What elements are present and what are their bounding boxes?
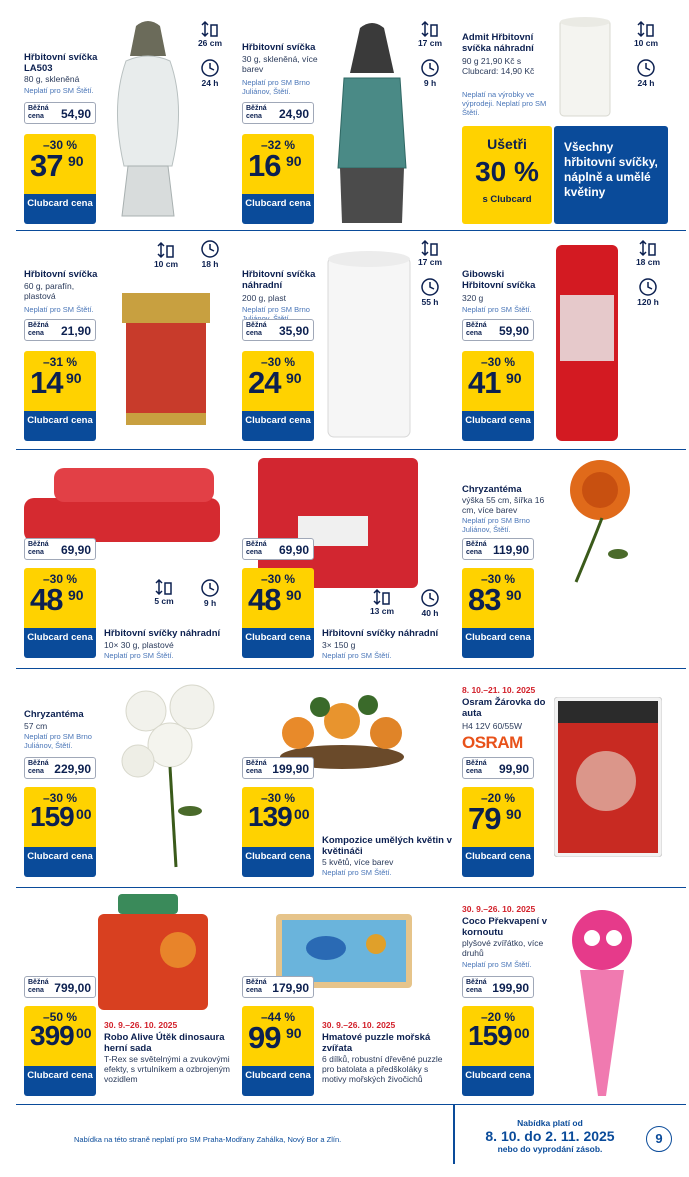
product-card[interactable] [242, 229, 460, 447]
regular-price: 179,90 [272, 981, 309, 995]
product-title: Hřbitovní svíčky náhradní [322, 628, 439, 639]
price-tag [242, 351, 314, 411]
clubcard-price-cents: 90 [286, 587, 302, 603]
price-tag [462, 1006, 534, 1066]
height-icon [196, 20, 224, 48]
clubcard-price-cents: 00 [514, 1025, 530, 1041]
regular-price-box [242, 538, 314, 560]
product-title: Admit Hřbitovní svíčka náhradní [462, 32, 534, 54]
product-card[interactable] [462, 10, 686, 228]
dinosaur-playset-image [78, 890, 218, 1014]
regular-price-box [462, 538, 534, 560]
save-value: 30 % [475, 156, 539, 187]
clubcard-price-cents: 90 [68, 153, 84, 169]
product-desc: 90 g 21,90 Kč s Clubcard: 14,90 Kč [462, 56, 535, 76]
clubcard-label: Clubcard cena [24, 847, 96, 877]
regular-price-box [242, 976, 314, 998]
burn-time-value: 24 h [637, 78, 655, 88]
product-note: Neplatí pro SM Štětí. [462, 305, 532, 314]
discount-badge: –30 % [42, 138, 78, 152]
height-value: 5 cm [154, 596, 174, 606]
promo-text: Všechny hřbitovní svíčky, náplně a umělé květiny [554, 126, 668, 224]
product-desc: 57 cm [24, 721, 48, 731]
price-tag [462, 351, 534, 411]
burn-time-icon [416, 277, 444, 307]
burn-time-value: 9 h [423, 78, 437, 88]
product-card[interactable] [24, 669, 242, 887]
clubcard-label: Clubcard cena [462, 411, 534, 441]
regular-price: 199,90 [272, 762, 309, 776]
validity-label: Nabídka platí od [517, 1118, 583, 1128]
height-value: 26 cm [197, 38, 223, 48]
product-desc: 3× 150 g [322, 640, 356, 650]
price-tag [462, 787, 534, 847]
product-card[interactable] [242, 888, 460, 1106]
product-desc: 5 květů, více barev [322, 857, 394, 867]
save-label: Ušetři [487, 136, 527, 152]
burn-time-value: 40 h [421, 608, 439, 618]
product-card[interactable] [24, 229, 242, 447]
regular-price: 69,90 [60, 543, 91, 557]
regular-price: 24,90 [278, 107, 309, 121]
height-icon [632, 20, 660, 48]
product-card[interactable] [242, 10, 460, 228]
regular-price-label: Běžná cena [28, 322, 49, 337]
product-title: Hřbitovní svíčka [24, 269, 98, 280]
white-candle-refill-image [324, 243, 414, 443]
product-desc: 320 g [462, 293, 484, 303]
height-icon [416, 20, 444, 48]
product-card[interactable] [462, 888, 680, 1106]
product-title: Hřbitovní svíčka [242, 42, 316, 53]
clubcard-price-cents: 00 [294, 806, 310, 822]
clubcard-label: Clubcard cena [24, 1066, 96, 1096]
clubcard-price: 24 [248, 365, 281, 400]
height-icon [416, 239, 444, 267]
validity-dates: 8. 10.–21. 10. 2025 [462, 685, 536, 695]
height-value: 13 cm [369, 606, 395, 616]
height-value: 10 cm [153, 259, 179, 269]
red-candle-refills-image [24, 458, 220, 544]
red-tall-candle-image [550, 237, 624, 443]
clubcard-price: 79 [468, 801, 501, 836]
clubcard-label: Clubcard cena [24, 411, 96, 441]
clubcard-price: 48 [30, 582, 63, 617]
red-candle-image [118, 283, 214, 433]
price-tag [24, 351, 96, 411]
price-tag [242, 134, 314, 194]
discount-badge: –32 % [260, 138, 296, 152]
product-card[interactable] [24, 888, 242, 1106]
discount-badge: –30 % [42, 791, 78, 805]
clubcard-price: 99 [248, 1020, 281, 1055]
regular-price-box [242, 757, 314, 779]
product-desc: 80 g, skleněná [24, 74, 80, 84]
clubcard-label: Clubcard cena [24, 194, 96, 224]
clubcard-price-cents: 90 [506, 370, 522, 386]
price-tag [24, 568, 96, 628]
regular-price-box [24, 319, 96, 341]
orange-chrysanthemum-image [562, 454, 642, 584]
regular-price-label: Běžná cena [246, 322, 267, 337]
product-desc: 30 g, skleněná, více barev [242, 54, 318, 74]
plush-toy-cone-image [562, 900, 642, 1100]
clubcard-price: 14 [30, 365, 63, 400]
product-note: Neplatí pro SM Brno Juliánov, Štětí. [24, 732, 92, 750]
clubcard-price-cents: 90 [286, 153, 302, 169]
regular-price-label: Běžná cena [246, 760, 267, 775]
product-title: Hřbitovní svíčky náhradní [104, 628, 221, 639]
clubcard-label: Clubcard cena [24, 628, 96, 658]
price-tag [24, 787, 96, 847]
product-title: Kompozice umělých květin v květináči [322, 835, 452, 857]
product-note: Neplatí pro SM Štětí. [462, 960, 532, 969]
product-note: Neplatí na výrobky ve výprodeji. Neplatí pro SM Štětí. [462, 90, 547, 117]
clubcard-label: Clubcard cena [462, 847, 534, 877]
product-desc: 6 dílků, robustní dřevěné puzzle pro batolata a předškoláky s motivy mořských živočichů [322, 1054, 443, 1084]
regular-price-box [24, 538, 96, 560]
clubcard-label: Clubcard cena [462, 1066, 534, 1096]
product-title: Chryzantéma [24, 709, 84, 720]
clubcard-price-cents: 00 [76, 806, 92, 822]
discount-badge: –30 % [480, 355, 516, 369]
regular-price-box [24, 757, 96, 779]
regular-price-box [242, 102, 314, 124]
regular-price: 119,90 [492, 543, 529, 557]
price-tag [242, 1006, 314, 1066]
discount-badge: –30 % [260, 791, 296, 805]
height-value: 18 cm [635, 257, 661, 267]
product-card[interactable] [24, 450, 242, 668]
product-card[interactable] [462, 669, 680, 887]
product-desc: plyšové zvířátko, více druhů [462, 938, 544, 958]
product-title: Osram Žárovka do auta [462, 697, 546, 719]
clubcard-price-cents: 90 [286, 370, 302, 386]
product-desc: výška 55 cm, šířka 16 cm, více barev [462, 495, 545, 515]
flower-arrangement-image [258, 677, 426, 769]
product-note: Neplatí pro SM Štětí. [322, 868, 392, 877]
regular-price: 59,90 [498, 324, 529, 338]
burn-time-value: 120 h [637, 297, 659, 307]
brand-logo: OSRAM [462, 733, 523, 752]
clubcard-price: 16 [248, 148, 281, 183]
clubcard-price-cents: 00 [76, 1025, 92, 1041]
regular-price-label: Běžná cena [246, 979, 267, 994]
product-title: Robo Alive Útěk dinosaura herní sada [104, 1032, 225, 1054]
save-badge [462, 126, 552, 224]
product-card[interactable] [242, 669, 460, 887]
burn-time-icon [416, 588, 444, 618]
clubcard-label: Clubcard cena [242, 628, 314, 658]
validity-dates: 30. 9.–26. 10. 2025 [104, 1020, 178, 1030]
regular-price: 54,90 [60, 107, 91, 121]
product-title: Gibowski Hřbitovní svíčka [462, 269, 536, 291]
footer-disclaimer: Nabídka na této straně neplatí pro SM Praha-Modřany Zahálka, Nový Bor a Zlín. [74, 1135, 342, 1144]
product-card[interactable] [462, 229, 680, 447]
discount-badge: –50 % [42, 1010, 78, 1024]
product-desc: 60 g, parafín, plastová [24, 281, 75, 301]
clubcard-price: 41 [468, 365, 501, 400]
price-tag [24, 1006, 96, 1066]
burn-time-icon [634, 277, 662, 307]
clubcard-label: Clubcard cena [462, 628, 534, 658]
candle-refill-image [556, 14, 614, 120]
clubcard-price: 399 [30, 1020, 74, 1051]
clubcard-price: 139 [248, 801, 292, 832]
product-note: Neplatí pro SM Brno Juliánov, Štětí. [462, 516, 530, 534]
product-desc: H4 12V 60/55W [462, 721, 523, 731]
product-title: Hřbitovní svíčka náhradní [242, 269, 316, 291]
product-desc: T-Rex se světelnými a zvukovými efekty, s vrtulníkem a ozbrojeným vozidlem [104, 1054, 230, 1084]
product-note: Neplatí pro SM Štětí. [322, 651, 392, 660]
regular-price-label: Běžná cena [466, 322, 487, 337]
regular-price-label: Běžná cena [28, 105, 49, 120]
burn-time-icon [196, 58, 224, 88]
price-tag [242, 568, 314, 628]
product-desc: 200 g, plast [242, 293, 286, 303]
height-icon [634, 239, 662, 267]
burn-time-value: 55 h [421, 297, 439, 307]
regular-price-box [242, 319, 314, 341]
product-title: Chryzantéma [462, 484, 522, 495]
discount-badge: –44 % [260, 1010, 296, 1024]
price-tag [242, 787, 314, 847]
burn-time-icon [196, 239, 224, 269]
height-icon [368, 588, 396, 616]
regular-price: 199,90 [492, 981, 529, 995]
clubcard-price-cents: 90 [68, 587, 84, 603]
product-note: Neplatí pro SM Brno Juliánov, Štětí. [242, 78, 310, 96]
regular-price-box [24, 976, 96, 998]
regular-price-label: Běžná cena [466, 979, 487, 994]
regular-price-label: Běžná cena [28, 979, 49, 994]
burn-time-value: 24 h [201, 78, 219, 88]
product-note: Neplatí pro SM Štětí. [24, 86, 94, 95]
discount-badge: –20 % [480, 791, 516, 805]
footer-divider [453, 1104, 455, 1164]
clubcard-label: Clubcard cena [242, 1066, 314, 1096]
regular-price: 35,90 [278, 324, 309, 338]
glass-candle-image [108, 16, 188, 226]
discount-badge: –30 % [42, 572, 78, 586]
product-note: Neplatí pro SM Štětí. [104, 651, 174, 660]
height-icon [152, 241, 180, 269]
validity-dates: 30. 9.–26. 10. 2025 [462, 904, 536, 914]
clubcard-price: 83 [468, 582, 501, 617]
validity-block [465, 1118, 635, 1154]
burn-time-icon [416, 58, 444, 88]
regular-price-label: Běžná cena [28, 760, 49, 775]
save-suffix: s Clubcard [482, 194, 532, 205]
validity-until: nebo do vyprodání zásob. [497, 1144, 603, 1154]
regular-price: 21,90 [60, 324, 91, 338]
discount-badge: –30 % [260, 355, 296, 369]
discount-badge: –20 % [480, 1010, 516, 1024]
burn-time-icon [196, 578, 224, 608]
car-bulb-package-image [554, 697, 662, 857]
clubcard-price: 159 [30, 801, 74, 832]
page-number: 9 [646, 1126, 672, 1152]
product-card[interactable] [242, 450, 460, 668]
price-tag [462, 568, 534, 628]
clubcard-price: 48 [248, 582, 281, 617]
discount-badge: –31 % [42, 355, 78, 369]
clubcard-price: 159 [468, 1020, 512, 1051]
height-value: 17 cm [417, 38, 443, 48]
regular-price-label: Běžná cena [246, 105, 267, 120]
clubcard-label: Clubcard cena [242, 411, 314, 441]
regular-price-box [462, 757, 534, 779]
height-icon [150, 578, 178, 606]
clubcard-price: 37 [30, 148, 63, 183]
product-title: Coco Překvapení v kornoutu [462, 916, 548, 938]
clubcard-price-cents: 90 [506, 587, 522, 603]
green-glass-candle-image [330, 18, 414, 228]
regular-price-label: Běžná cena [246, 541, 267, 556]
regular-price: 69,90 [278, 543, 309, 557]
clubcard-price-cents: 90 [286, 1025, 302, 1041]
burn-time-icon [632, 58, 660, 88]
regular-price-label: Běžná cena [466, 541, 487, 556]
regular-price-label: Běžná cena [466, 760, 487, 775]
height-value: 17 cm [417, 257, 443, 267]
regular-price-box [462, 319, 534, 341]
price-tag [24, 134, 96, 194]
product-title: Hřbitovní svíčka LA503 [24, 52, 98, 74]
product-desc: 10× 30 g, plastové [104, 640, 174, 650]
burn-time-value: 9 h [203, 598, 217, 608]
product-card[interactable] [24, 10, 242, 228]
clubcard-label: Clubcard cena [242, 194, 314, 224]
clubcard-price-cents: 90 [66, 370, 82, 386]
burn-time-value: 18 h [201, 259, 219, 269]
discount-badge: –30 % [480, 572, 516, 586]
clubcard-label: Clubcard cena [242, 847, 314, 877]
clubcard-price-cents: 90 [506, 806, 522, 822]
discount-badge: –30 % [260, 572, 296, 586]
white-chrysanthemum-image [116, 681, 226, 871]
validity-dates: 30. 9.–26. 10. 2025 [322, 1020, 396, 1030]
height-value: 10 cm [633, 38, 659, 48]
regular-price: 799,00 [54, 981, 91, 995]
regular-price-box [462, 976, 534, 998]
validity-dates: 8. 10. do 2. 11. 2025 [485, 1128, 615, 1144]
regular-price: 99,90 [498, 762, 529, 776]
product-note: Neplatí pro SM Štětí. [24, 305, 94, 314]
product-card[interactable] [462, 450, 680, 668]
product-title: Hmatové puzzle mořská zvířata [322, 1032, 431, 1054]
regular-price-label: Běžná cena [28, 541, 49, 556]
regular-price: 229,90 [54, 762, 91, 776]
regular-price-box [24, 102, 96, 124]
product-note: Neplatí pro SM Brno [242, 305, 310, 314]
